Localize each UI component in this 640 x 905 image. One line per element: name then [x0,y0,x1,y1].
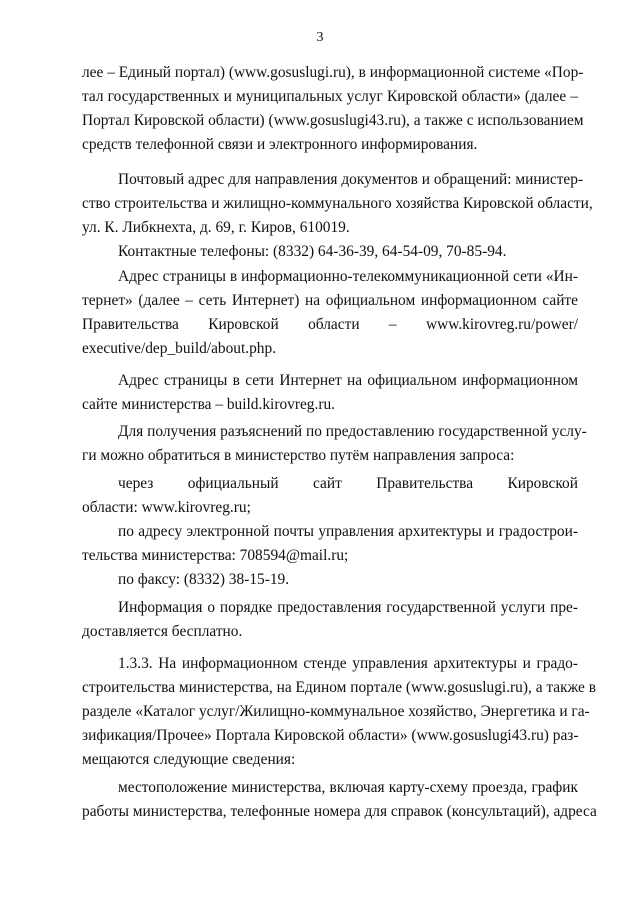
text-line: Контактные телефоны: (8332) 64-36-39, 64-54-09, 70-85-94. [118,243,507,260]
text-line: Правительства Кировской области – www.kirovreg.ru/power/ [82,316,578,333]
text-line: Информация о порядке предоставления государственной услуги пре- [118,599,578,616]
text-line: Адрес страницы в сети Интернет на официальном информационном [118,372,578,389]
text-line: через официальный сайт Правительства Кировской [118,475,578,492]
text-line: по адресу электронной почты управления архитектуры и градострои- [118,523,578,540]
text-line: ги можно обратиться в министерство путём направления запроса: [82,447,515,464]
text-line: Почтовый адрес для направления документов и обращений: министер- [118,171,584,188]
text-line: сайте министерства – build.kirovreg.ru. [82,396,336,413]
text-line: работы министерства, телефонные номера для справок (консультаций), адреса [82,803,597,820]
text-line: области: www.kirovreg.ru; [82,499,251,516]
text-line: лее – Единый портал) (www.gosuslugi.ru), в информационной системе «Пор- [82,64,584,81]
page-number: 3 [316,30,324,45]
text-line: зификация/Прочее» Портала Кировской области» (www.gosuslugi43.ru) раз- [82,727,579,744]
text-line: ул. К. Либкнехта, д. 69, г. Киров, 610019. [82,219,350,236]
text-line: по факсу: (8332) 38-15-19. [118,571,290,588]
text-line: 1.3.3. На информационном стенде управления архитектуры и градо- [118,655,578,672]
text-line: тернет» (далее – сеть Интернет) на официальном информационном сайте [82,292,578,309]
text-line: Портал Кировской области) (www.gosuslugi43.ru), а также с использованием [82,112,584,129]
text-line: средств телефонной связи и электронного информирования. [82,136,478,153]
text-line: тельства министерства: 708594@mail.ru; [82,547,349,564]
text-line: Для получения разъяснений по предоставлению государственной услу- [118,423,587,440]
text-line: тал государственных и муниципальных услуг Кировской области» (далее – [82,88,578,105]
text-line: ство строительства и жилищно-коммунального хозяйства Кировской области, [82,195,593,212]
text-line: строительства министерства, на Едином портале (www.gosuslugi.ru), а также в [82,679,596,696]
text-line: executive/dep_build/about.php. [82,340,277,357]
text-line: местоположение министерства, включая карту-схему проезда, график [118,779,578,796]
text-line: мещаются следующие сведения: [82,751,296,768]
text-line: разделе «Каталог услуг/Жилищно-коммунальное хозяйство, Энергетика и га- [82,703,590,720]
text-line: доставляется бесплатно. [82,623,243,640]
text-line: Адрес страницы в информационно-телекоммуникационной сети «Ин- [118,268,578,285]
